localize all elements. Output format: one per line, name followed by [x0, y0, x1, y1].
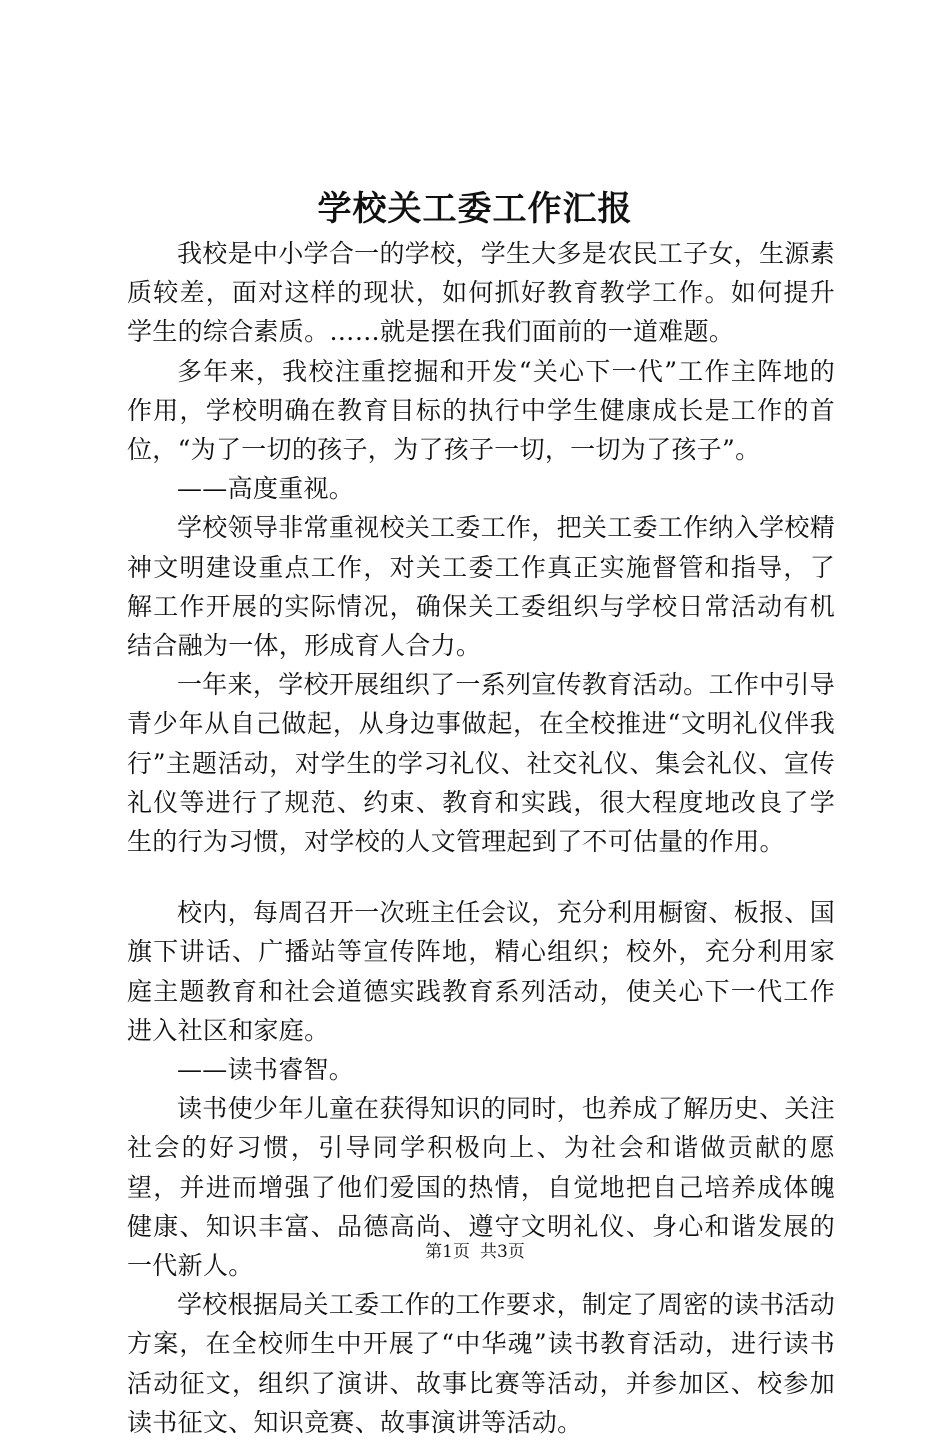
paragraph-years: 多年来，我校注重挖掘和开发“关心下一代”工作主阵地的作用，学校明确在教育目标的执行中学生健康成长是工作的首位，“为了一切的孩子，为了孩子一切，一切为了孩子”。 [127, 356, 835, 465]
paragraph-activities: 一年来，学校开展组织了一系列宣传教育活动。工作中引导青少年从自己做起，从身边事做起，在全校推进“文明礼仪伴我行”主题活动，对学生的学习礼仪、社交礼仪、集会礼仪、宣传礼仪等进行了规范、约束、教育和实践，很大程度地改良了学生的行为习惯，对学校的人文管理起到了不可估量的作用。 [127, 670, 835, 857]
page-number: 第1页 [425, 1242, 470, 1262]
page-footer [0, 1240, 950, 1264]
paragraph-campus: 校内，每周召开一次班主任会议，充分利用橱窗、板报、国旗下讲话、广播站等宣传阵地，精心组织；校外，充分利用家庭主题教育和社会道德实践教育系列活动，使关心下一代工作进入社区和家庭。 [127, 898, 835, 1045]
paragraph-reading: 读书使少年儿童在获得知识的同时，也养成了解历史、关注社会的好习惯，引导同学积极向上、为社会和谐做贡献的愿望，并进而增强了他们爱国的热情，自觉地把自己培养成体魄健康、知识丰富、品德高尚、遵守文明礼仪、身心和谐发展的一代新人。 [127, 1094, 835, 1281]
paragraph-leadership: 学校领导非常重视校关工委工作，把关工委工作纳入学校精神文明建设重点工作，对关工委工作真正实施督管和指导，了解工作开展的实际情况，确保关工委组织与学校日常活动有机结合融为一体，形成育人合力。 [127, 513, 835, 661]
section-heading-reading: ——读书睿智。 [177, 1055, 355, 1085]
document-title: 学校关工委工作汇报 [317, 189, 633, 229]
paragraph-reading-plan: 学校根据局关工委工作的工作要求，制定了周密的读书活动方案，在全校师生中开展了“中华魂”读书教育活动，进行读书活动征文，组织了演讲、故事比赛等活动，并参加区、校参加读书征文、知识竞赛、故事演讲等活动。 [127, 1290, 835, 1437]
section-heading-attention: ——高度重视。 [177, 474, 355, 504]
paragraph-intro: 我校是中小学合一的学校，学生大多是农民工子女，生源素质较差，面对这样的现状，如何抓好教育教学工作。如何提升学生的综合素质。……就是摆在我们面前的一道难题。 [127, 239, 835, 347]
page-total: 共3页 [480, 1242, 525, 1262]
